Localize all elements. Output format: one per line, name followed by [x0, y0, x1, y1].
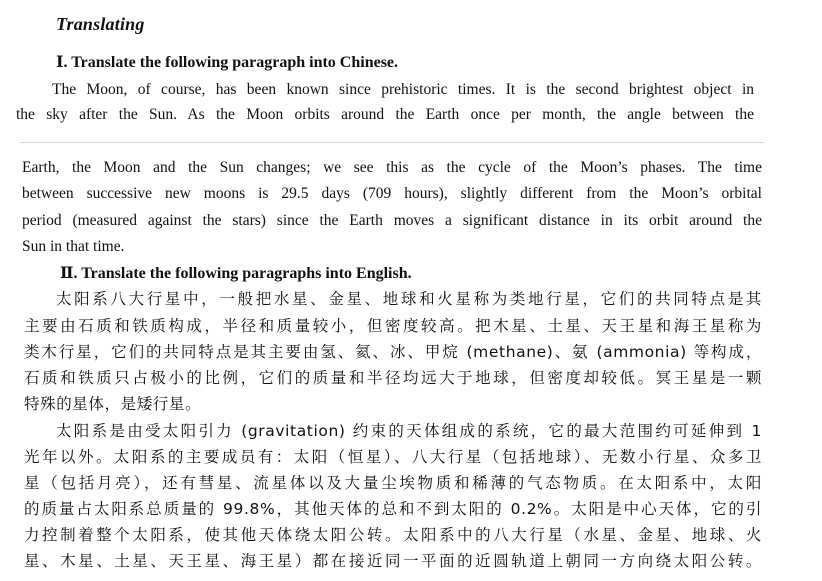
part1-line-3: Earth, the Moon and the Sun changes; we see this as the cycle of the Moon’s phases. The time [22, 159, 762, 176]
part1-line-1: The Moon, of course, has been known since prehistoric times. It is the second brightest object in [52, 81, 754, 98]
part2-para1-line-5: 特殊的星体，是矮行星。 [24, 395, 202, 413]
part1-line-5: period (measured against the stars) since the Earth moves a significant distance in its orbit around the [22, 212, 762, 229]
part2-para2-line-6: 星、木星、土星、天王星、海王星）都在接近同一平面的近圆轨道上朝同一方向绕太阳公转。 [24, 552, 762, 570]
part2-para2-line-2: 光年以外。太阳系的主要成员有：太阳（恒星）、八大行星（包括地球）、无数小行星、众多卫 [24, 448, 762, 466]
section-title: Translating [56, 14, 145, 34]
part2-para2-line-4: 的质量占太阳系总质量的 99.8%，其他天体的总和不到太阳的 0.2%。太阳是中心天体，它的引 [24, 500, 762, 518]
part2-para1-line-4: 石质和铁质只占极小的比例，它们的质量和半径均远大于地球，但密度却较低。冥王星是一颗 [24, 369, 762, 387]
part2-para1-line-3: 类木行星，它们的共同特点是其主要由氢、氦、冰、甲烷 (methane)、氨 (ammonia) 等构成， [24, 343, 762, 361]
part1-line-4: between successive new moons is 29.5 days (709 hours), slightly different from the Moon’s orbital [22, 185, 762, 202]
part2-para2-line-5: 力控制着整个太阳系，使其他天体绕太阳公转。太阳系中的八大行星（水星、金星、地球、火 [24, 526, 762, 544]
part1-line-6: Sun in that time. [22, 238, 125, 255]
part2-para1-line-1: 太阳系八大行星中，一般把水星、金星、地球和火星称为类地行星，它们的共同特点是其 [56, 290, 762, 308]
part2-para2-line-1: 太阳系是由受太阳引力 (gravitation) 约束的天体组成的系统，它的最大范围约可延伸到 1 [56, 422, 762, 440]
part2-para1-line-2: 主要由石质和铁质构成，半径和质量较小，但密度较高。把木星、土星、天王星和海王星称为 [24, 317, 762, 335]
page-divider [20, 142, 764, 143]
part2-heading: Ⅱ. Translate the following paragraphs into English. [60, 265, 412, 282]
part1-heading: Ⅰ. Translate the following paragraph into Chinese. [56, 54, 399, 71]
part2-para2-line-3: 星（包括月亮），还有彗星、流星体以及大量尘埃物质和稀薄的气态物质。在太阳系中，太阳 [24, 474, 762, 492]
part1-line-2: the sky after the Sun. As the Moon orbits around the Earth once per month, the angle between the [16, 106, 754, 123]
